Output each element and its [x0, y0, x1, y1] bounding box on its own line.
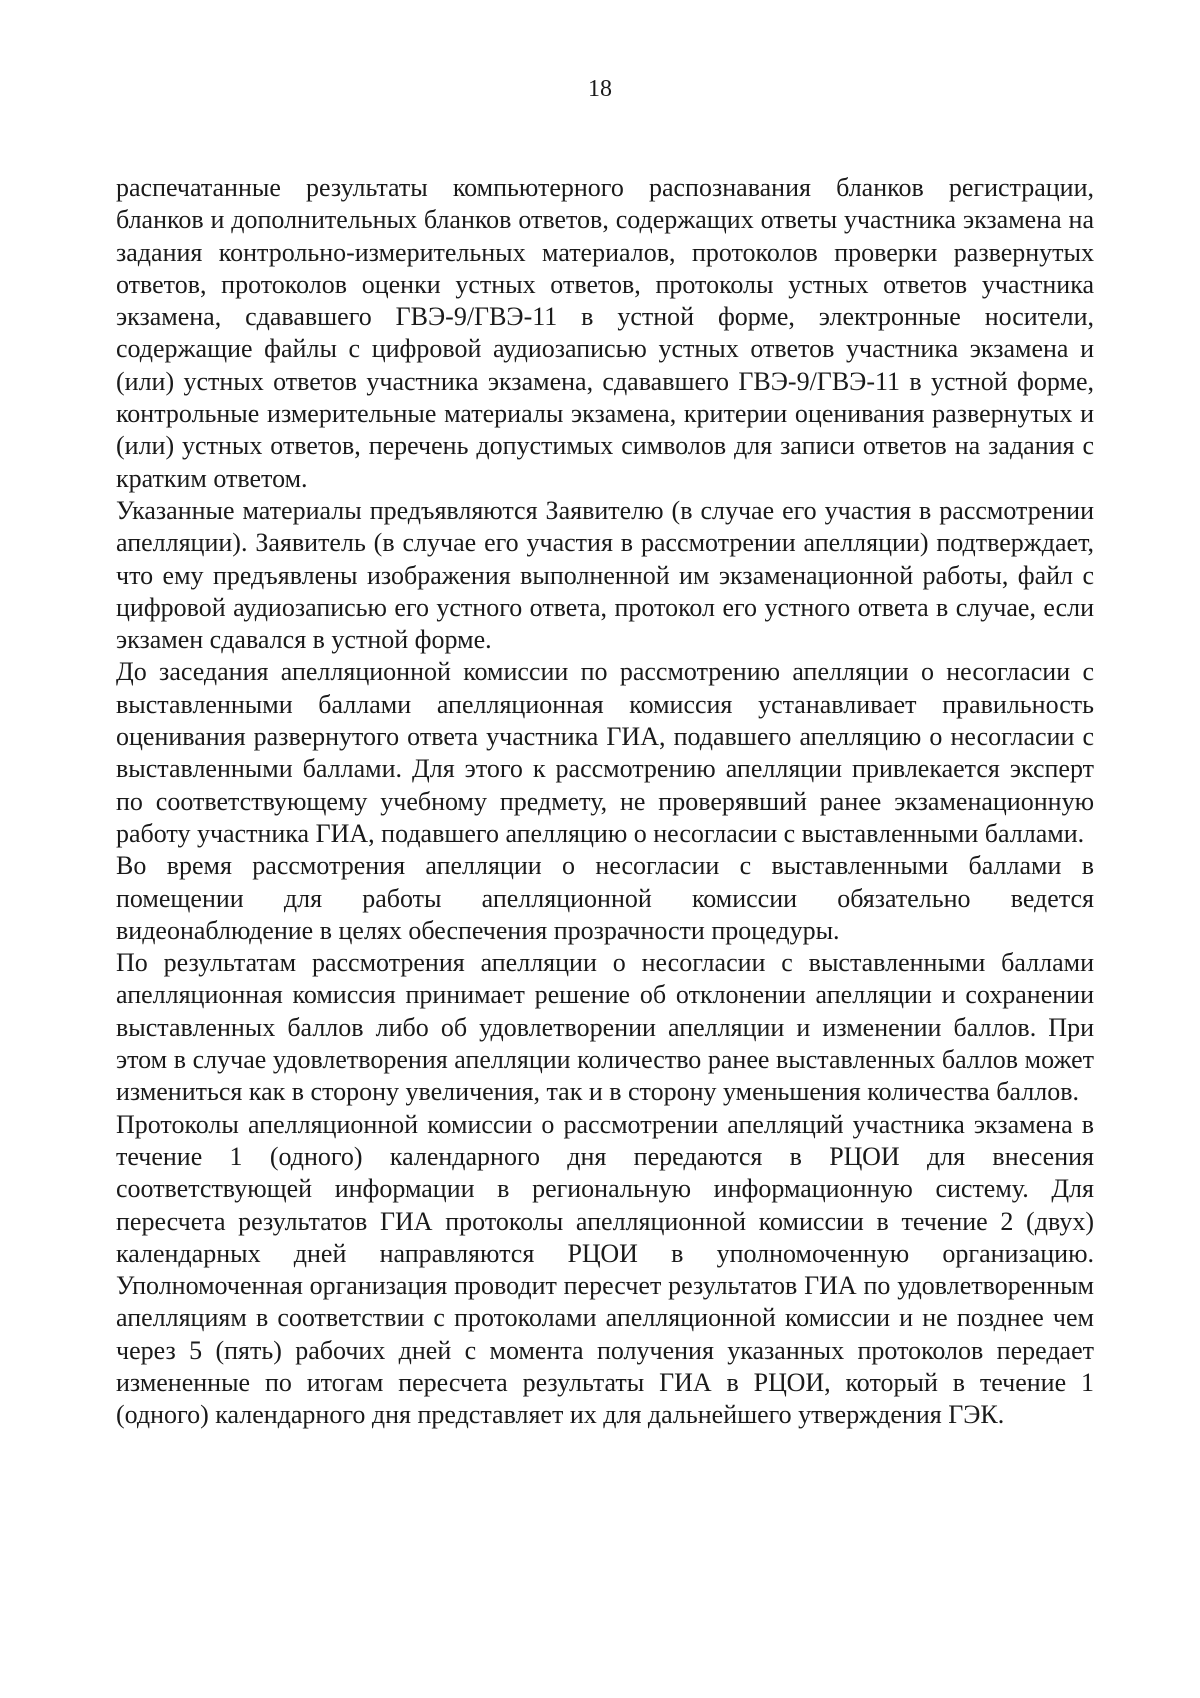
- paragraph-materials-list: распечатанные результаты компьютерного распознавания бланков регистрации, бланков и дополнительных бланков ответов, содержащих ответы участника экзамена на задания контрольно-измерительных материалов, протоколов проверки развернутых ответов, протоколов оценки устных ответов, протоколы устных ответов участника экзамена, сдававшего ГВЭ-9/ГВЭ-11 в устной форме, электронные носители, содержащие файлы с цифровой аудиозаписью устных ответов участника экзамена и (или) устных ответов участника экзамена, сдававшего ГВЭ-9/ГВЭ-11 в устной форме, контрольные измерительные материалы экзамена, критерии оценивания развернутых и (или) устных ответов, перечень допустимых символов для записи ответов на задания с кратким ответом.: [116, 173, 1094, 493]
- document-body: [116, 172, 1094, 1432]
- paragraph-decision: По результатам рассмотрения апелляции о несогласии с выставленными баллами апелляционная комиссия принимает решение об отклонении апелляции и сохранении выставленных баллов либо об удовлетворении апелляции и изменении баллов. При этом в случае удовлетворения апелляции количество ранее выставленных баллов может измениться как в сторону увеличения, так и в сторону уменьшения количества баллов.: [116, 948, 1094, 1107]
- paragraph-video-surveillance: Во время рассмотрения апелляции о несогласии с выставленными баллами в помещении для работы апелляционной комиссии обязательно ведется видеонаблюдение в целях обеспечения прозрачности процедуры.: [116, 851, 1094, 945]
- paragraph-materials-presented: Указанные материалы предъявляются Заявителю (в случае его участия в рассмотрении апелляции). Заявитель (в случае его участия в рассмотрении апелляции) подтверждает, что ему предъявлены изображения выполненной им экзаменационной работы, файл с цифровой аудиозаписью его устного ответа, протокол его устного ответа в случае, если экзамен сдавался в устной форме.: [116, 495, 1094, 655]
- paragraph-protocols: Протоколы апелляционной комиссии о рассмотрении апелляций участника экзамена в течение 1 (одного) календарного дня передаются в РЦОИ для внесения соответствующей информации в региональную информационную систему. Для пересчета результатов ГИА протоколы апелляционной комиссии в течение 2 (двух) календарных дней направляются РЦОИ в уполномоченную организацию. Уполномоченная организация проводит пересчет результатов ГИА по удовлетворенным апелляциям в соответствии с протоколами апелляционной комиссии и не позднее чем через 5 (пять) рабочих дней с момента получения указанных протоколов передает измененные по итогам пересчета результаты ГИА в РЦОИ, который в течение 1 (одного) календарного дня представляет их для дальнейшего утверждения ГЭК.: [116, 1109, 1094, 1430]
- paragraph-before-meeting: До заседания апелляционной комиссии по рассмотрению апелляции о несогласии с выставленными баллами апелляционная комиссия устанавливает правильность оценивания развернутого ответа участника ГИА, подавшего апелляцию о несогласии с выставленными баллами. Для этого к рассмотрению апелляции привлекается эксперт по соответствующему учебному предмету, не проверявший ранее экзаменационную работу участника ГИА, подавшего апелляцию о несогласии с выставленными баллами.: [116, 657, 1094, 848]
- page-number: 18: [588, 76, 612, 102]
